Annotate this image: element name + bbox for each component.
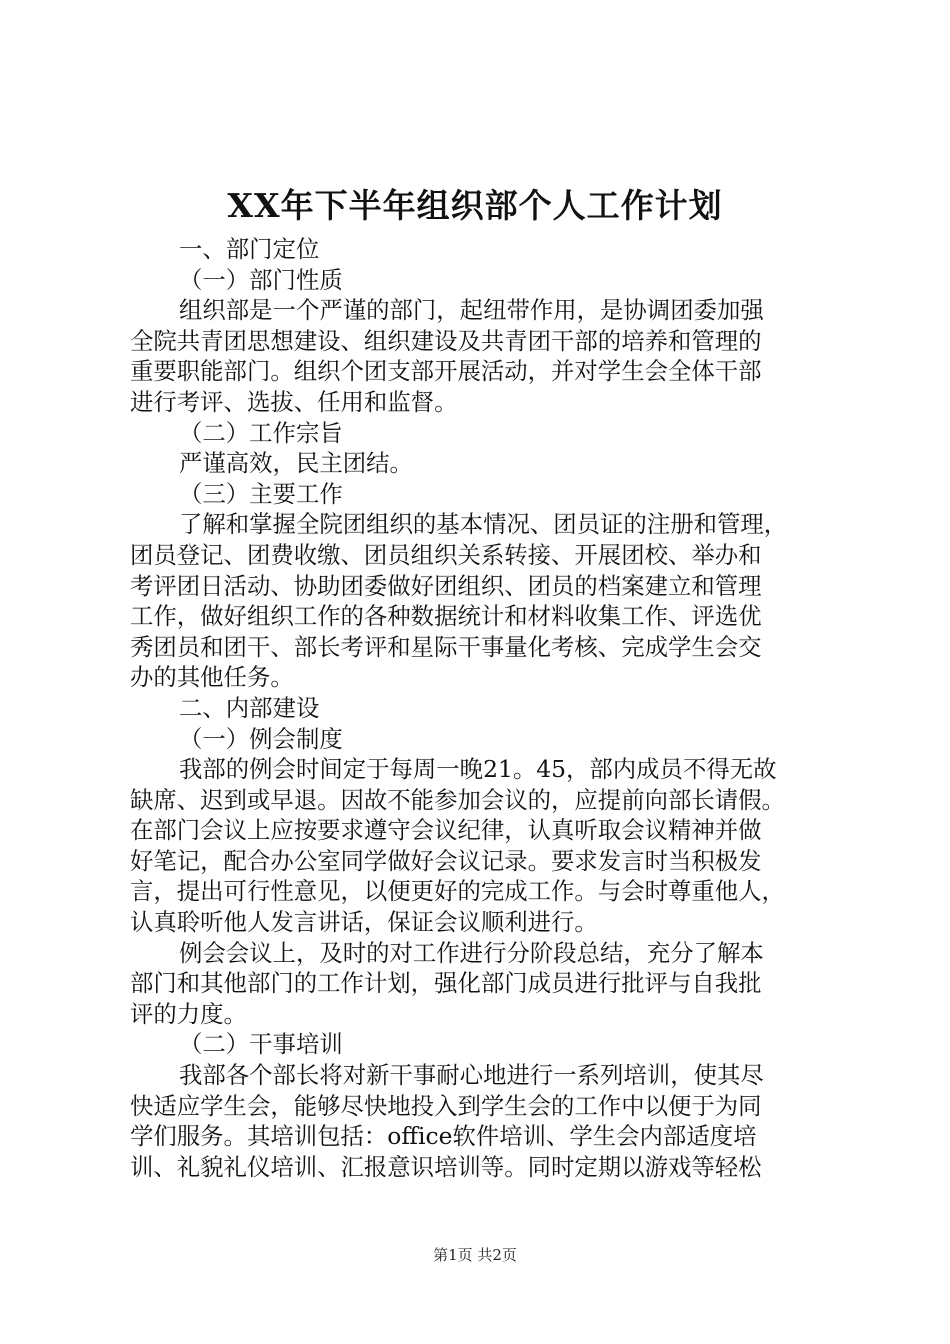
text-line: 重要职能部门。组织个团支部开展活动，并对学生会全体干部 (130, 357, 762, 386)
text-line: 工作，做好组织工作的各种数据统计和材料收集工作、评选优 (130, 602, 762, 631)
text-line: 例会会议上，及时的对工作进行分阶段总结，充分了解本 (179, 938, 764, 967)
text-line: 组织部是一个严谨的部门，起纽带作用，是协调团委加强 (179, 296, 764, 325)
text-line: 一、部门定位 (179, 235, 320, 263)
text-line: 我部各个部长将对新干事耐心地进行一系列培训，使其尽 (179, 1061, 764, 1090)
document-body (130, 234, 830, 1182)
text-line: （一）部门性质 (179, 265, 343, 294)
text-line: 团员登记、团费收缴、团员组织关系转接、开展团校、举办和 (130, 540, 762, 569)
text-line: 评的力度。 (130, 999, 247, 1028)
text-line: 全院共青团思想建设、组织建设及共青团干部的培养和管理的 (130, 326, 762, 355)
text-line: 二、内部建设 (179, 693, 320, 722)
text-line: 进行考评、选拔、任用和监督。 (130, 387, 458, 416)
text-line: 言，提出可行性意见，以便更好的完成工作。与会时尊重他人， (130, 877, 785, 906)
text-line: 认真聆听他人发言讲话，保证会议顺利进行。 (130, 908, 598, 937)
text-line: 部门和其他部门的工作计划，强化部门成员进行批评与自我批 (130, 969, 762, 998)
document-title: XX年下半年组织部个人工作计划 (227, 186, 723, 225)
text-line: （二）工作宗旨 (179, 418, 343, 447)
text-line: 考评团日活动、协助团委做好团组织、团员的档案建立和管理 (130, 571, 762, 600)
page-footer: 第1页 共2页 (433, 1246, 517, 1264)
text-line: 在部门会议上应按要求遵守会议纪律，认真听取会议精神并做 (130, 816, 762, 845)
text-line: 办的其他任务。 (130, 663, 294, 692)
text-line: （三）主要工作 (179, 479, 343, 508)
text-line: 我部的例会时间定于每周一晚21。45，部内成员不得无故 (179, 755, 777, 784)
text-line: 快适应学生会，能够尽快地投入到学生会的工作中以便于为同 (130, 1091, 762, 1120)
text-line: 学们服务。其培训包括：office软件培训、学生会内部适度培 (130, 1122, 757, 1151)
text-line: （一）例会制度 (179, 724, 343, 753)
text-line: 严谨高效，民主团结。 (179, 449, 413, 478)
text-line: 训、礼貌礼仪培训、汇报意识培训等。同时定期以游戏等轻松 (130, 1152, 762, 1181)
text-line: 秀团员和团干、部长考评和星际干事量化考核、完成学生会交 (130, 632, 762, 661)
text-line: 缺席、迟到或早退。因故不能参加会议的，应提前向部长请假。 (130, 785, 785, 814)
text-line: 了解和掌握全院团组织的基本情况、团员证的注册和管理， (179, 510, 788, 539)
text-line: （二）干事培训 (179, 1030, 343, 1059)
text-line: 好笔记，配合办公室同学做好会议记录。要求发言时当积极发 (130, 846, 762, 875)
